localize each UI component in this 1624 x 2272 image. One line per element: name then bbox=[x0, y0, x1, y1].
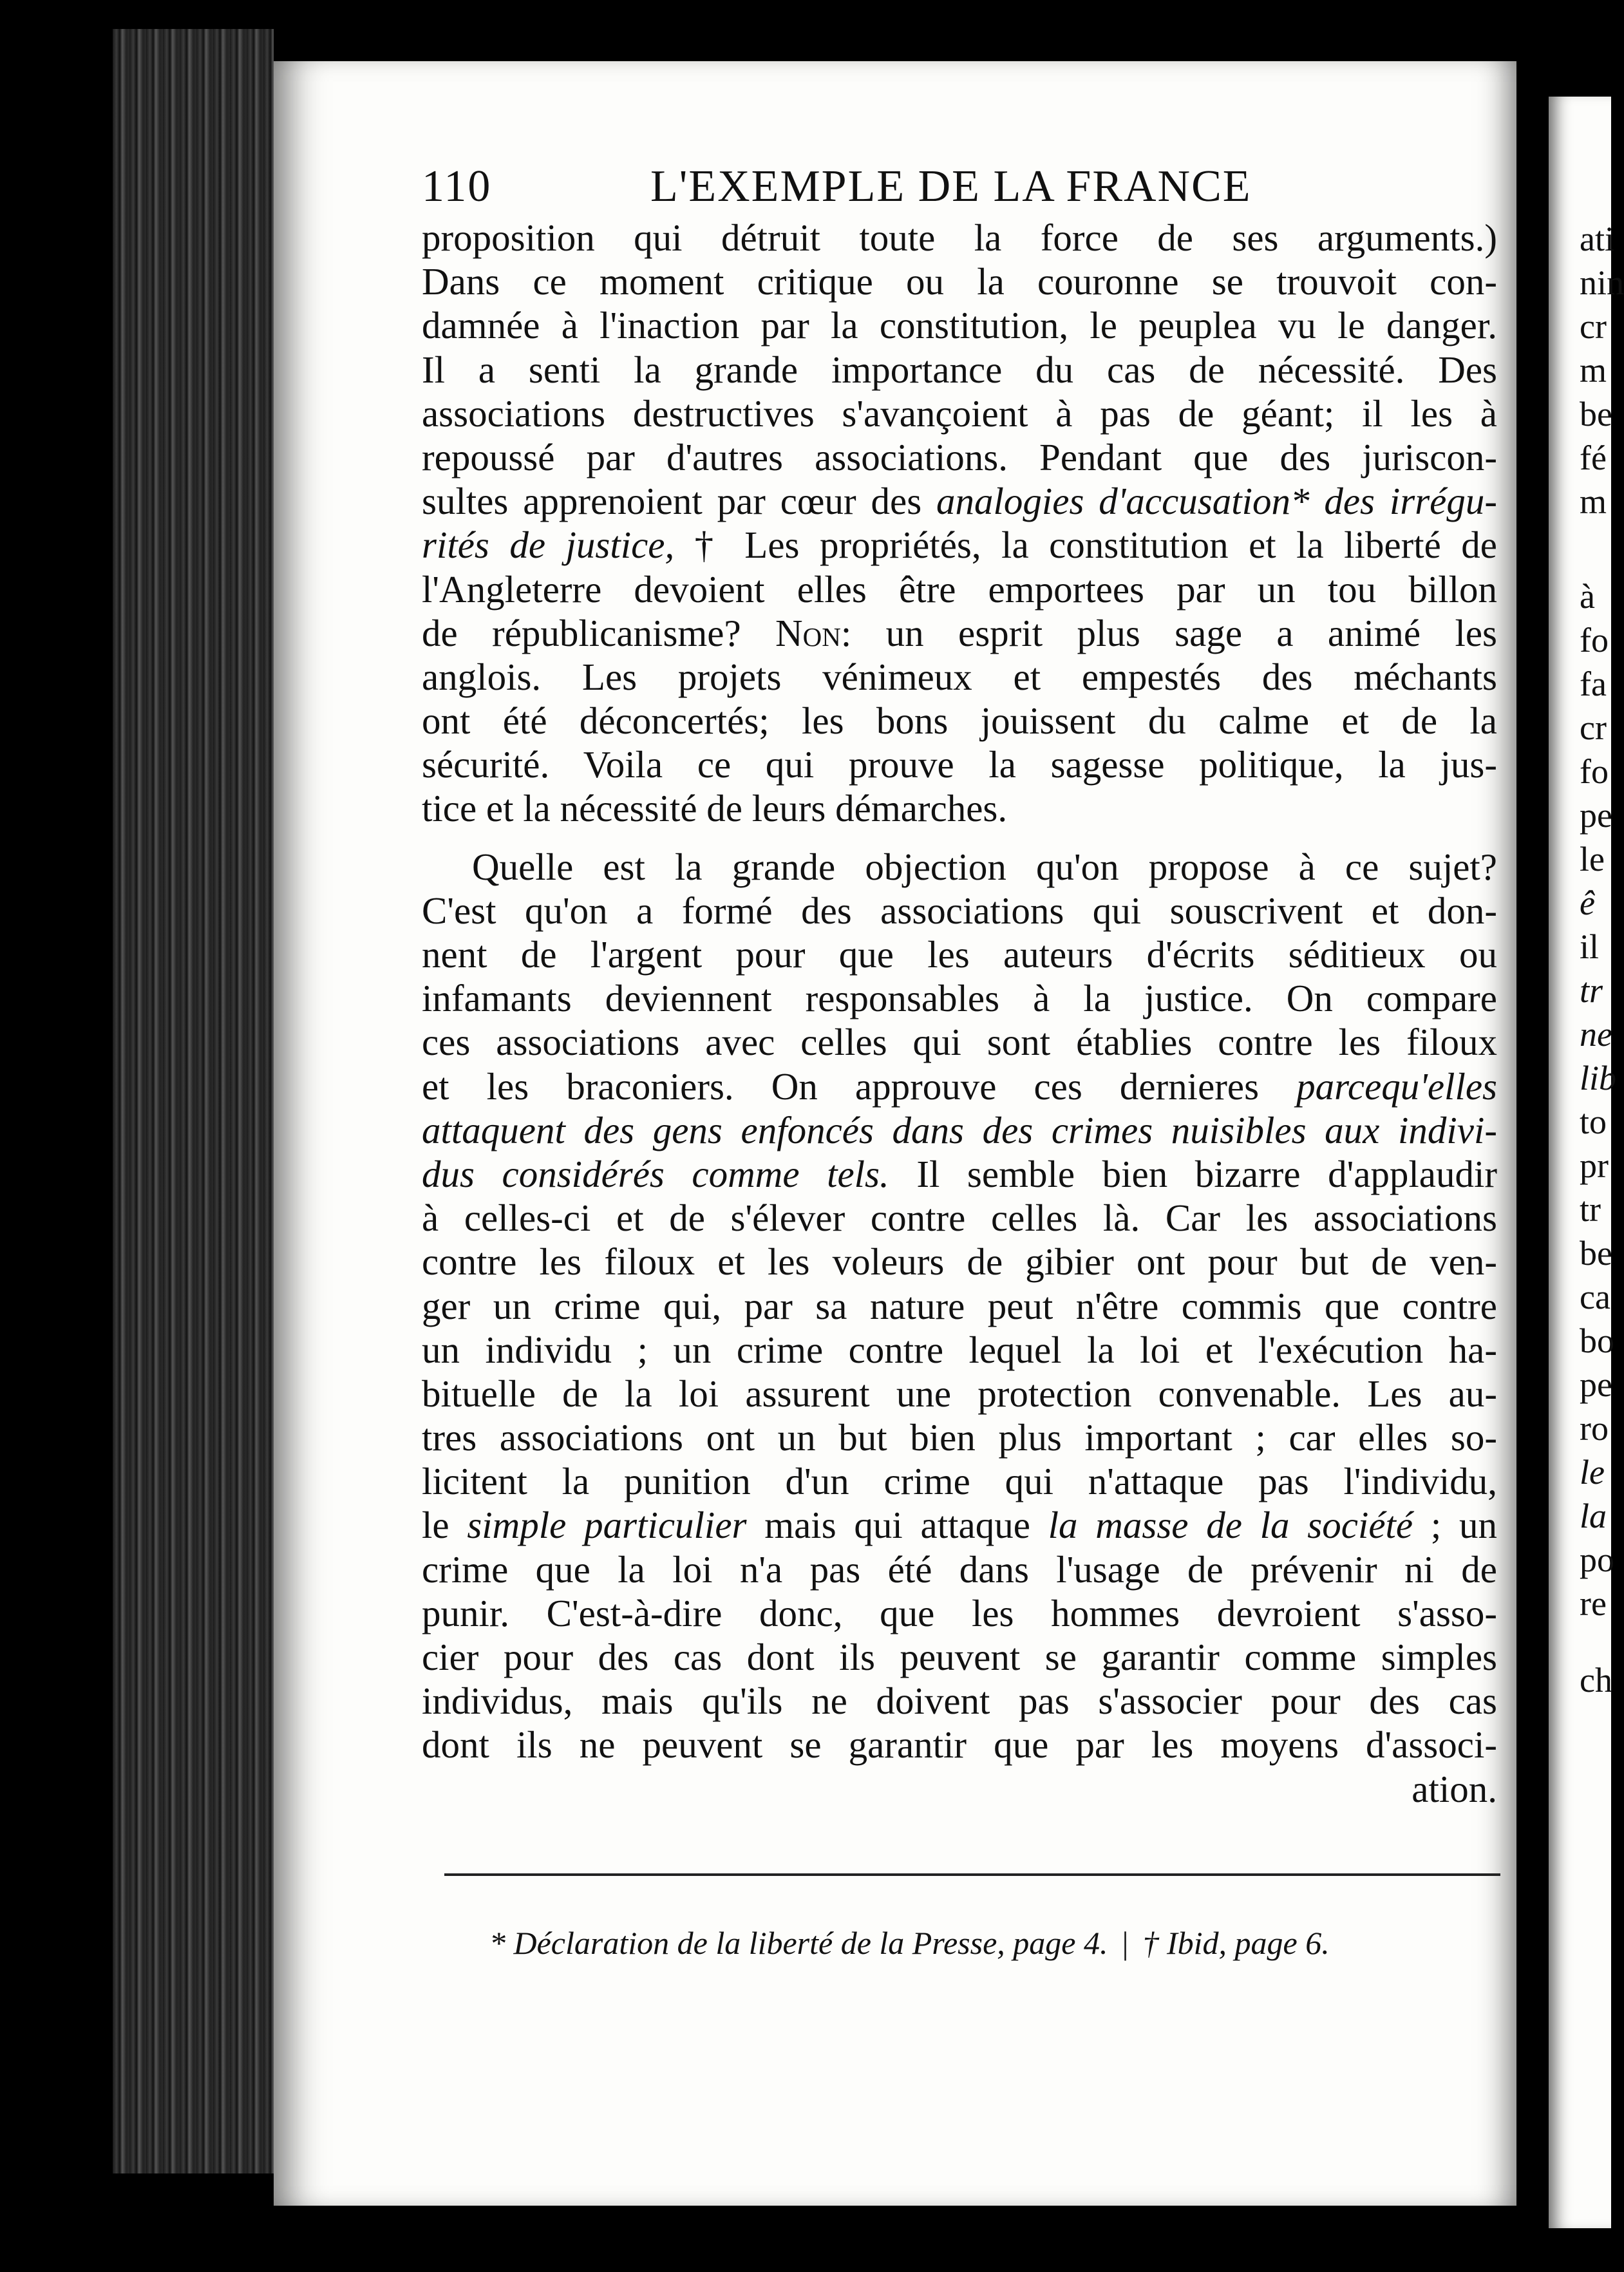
facing-page-text: nin bbox=[1580, 263, 1624, 302]
facing-page-text: il bbox=[1580, 927, 1600, 966]
text-run: sultes apprenoient par cœur des bbox=[422, 480, 937, 523]
text-line: dont ils ne peuvent se garantir que par les moyens d'associ- bbox=[422, 1723, 1497, 1766]
italic-text: parcequ'elles bbox=[1296, 1065, 1497, 1108]
facing-page-text: pr bbox=[1580, 1146, 1609, 1185]
text-line: Il a senti la grande importance du cas de nécessité. Des bbox=[422, 348, 1497, 391]
text-line: un individu ; un crime contre lequel la loi et l'exécution ha- bbox=[422, 1328, 1497, 1371]
text-line: attaquent des gens enfoncés dans des crimes nuisibles aux indivi- bbox=[422, 1108, 1497, 1151]
text-line: proposition qui détruit toute la force de ses arguments.) bbox=[422, 216, 1497, 259]
facing-page-text: le bbox=[1580, 840, 1605, 878]
text-line: ation. bbox=[1412, 1767, 1497, 1810]
book-page-edges bbox=[113, 29, 274, 2173]
footnote-rule bbox=[444, 1873, 1500, 1876]
page-body bbox=[422, 216, 1497, 1811]
text-line: ces associations avec celles qui sont établies contre les filoux bbox=[422, 1021, 1497, 1064]
facing-page-text: pe bbox=[1580, 1365, 1612, 1404]
paragraph-gap bbox=[422, 831, 1497, 845]
facing-page-text: tr bbox=[1580, 1190, 1601, 1229]
text-line: l'Angleterre devoient elles être emportees par un tou billon bbox=[422, 567, 1497, 611]
text-line bbox=[422, 611, 1497, 655]
facing-page-text: be bbox=[1580, 395, 1612, 433]
italic-text: simple particulier bbox=[467, 1504, 747, 1547]
text-line: anglois. Les projets vénimeux et empestés des méchants bbox=[422, 655, 1497, 698]
text-line: damnée à l'inaction par la constitution, le peuplea vu le danger. bbox=[422, 304, 1497, 347]
facing-page-text: bo bbox=[1580, 1321, 1614, 1360]
facing-page-text: tr bbox=[1580, 971, 1603, 1010]
footnote-separator: | bbox=[1122, 1925, 1129, 1961]
italic-text: analogies d'accusation* des irrégu- bbox=[936, 480, 1497, 523]
facing-page-text: cr bbox=[1580, 307, 1607, 346]
italic-text: dus considérés comme tels. bbox=[422, 1152, 889, 1195]
facing-page-text: m bbox=[1580, 482, 1607, 521]
facing-page-text: pe bbox=[1580, 796, 1612, 835]
text-line: C'est qu'on a formé des associations qui souscrivent et don- bbox=[422, 889, 1497, 932]
facing-page-text: ch bbox=[1580, 1661, 1612, 1699]
text-line bbox=[422, 1503, 1497, 1547]
facing-page-text: re bbox=[1580, 1584, 1607, 1623]
text-line: repoussé par d'autres associations. Pendant que des juriscon- bbox=[422, 435, 1497, 478]
text-run: Il semble bien bizarre d'applaudir bbox=[889, 1152, 1497, 1195]
text-line: Dans ce moment critique ou la couronne se trouvoit con- bbox=[422, 260, 1497, 303]
facing-page-text: po bbox=[1580, 1540, 1614, 1579]
facing-page-text: fé bbox=[1580, 439, 1607, 477]
text-line bbox=[422, 1152, 1497, 1196]
small-caps-text: Non bbox=[775, 611, 841, 654]
text-line: ont été déconcertés; les bons jouissent du calme et de la bbox=[422, 699, 1497, 743]
facing-page-text: ca bbox=[1580, 1278, 1610, 1316]
facing-page-text: fo bbox=[1580, 621, 1609, 659]
facing-page-text: m bbox=[1580, 351, 1607, 390]
text-line: cier pour des cas dont ils peuvent se garantir comme simples bbox=[422, 1636, 1497, 1678]
facing-page-text: lib bbox=[1580, 1059, 1617, 1097]
text-run: le bbox=[422, 1504, 467, 1547]
facing-page-text: fa bbox=[1580, 665, 1607, 703]
facing-page-text: fo bbox=[1580, 752, 1609, 791]
facing-page-text: to bbox=[1580, 1103, 1607, 1141]
text-line: tice et la nécessité de leurs démarches. bbox=[422, 787, 1008, 830]
text-line: individus, mais qu'ils ne doivent pas s'associer pour des cas bbox=[422, 1680, 1497, 1723]
facing-page-text: le bbox=[1580, 1453, 1605, 1491]
text-line: infamants deviennent responsables à la justice. On compare bbox=[422, 977, 1497, 1020]
facing-page-text: ati bbox=[1580, 220, 1614, 258]
facing-page-text: ê bbox=[1580, 884, 1595, 922]
running-header bbox=[422, 161, 1323, 213]
footnotes bbox=[489, 1924, 1494, 1962]
text-run: de républicanisme? bbox=[422, 611, 776, 654]
facing-page-text: à bbox=[1580, 577, 1595, 616]
text-line: Quelle est la grande objection qu'on propose à ce sujet? bbox=[472, 845, 1497, 888]
text-run: : un esprit plus sage a animé les bbox=[840, 611, 1497, 654]
facing-page-fragment bbox=[1549, 97, 1624, 2228]
facing-page-text: cr bbox=[1580, 708, 1607, 747]
text-line: ger un crime qui, par sa nature peut n'être commis que contre bbox=[422, 1284, 1497, 1327]
text-run: et les braconiers. On approuve ces dernieres bbox=[422, 1065, 1297, 1108]
text-run: ; un bbox=[1413, 1504, 1497, 1547]
text-line bbox=[422, 523, 1497, 567]
facing-page-text: la bbox=[1580, 1497, 1607, 1535]
text-line: sécurité. Voila ce qui prouve la sagesse politique, la jus- bbox=[422, 743, 1497, 786]
facing-page-text: be bbox=[1580, 1234, 1612, 1273]
italic-text: rités de justice, bbox=[422, 524, 675, 567]
page-number: 110 bbox=[422, 162, 492, 211]
text-line: bituelle de la loi assurent une protection convenable. Les au- bbox=[422, 1372, 1497, 1415]
text-line: crime que la loi n'a pas été dans l'usage de prévenir ni de bbox=[422, 1548, 1497, 1591]
footnote-ibid: † Ibid, page 6. bbox=[1142, 1925, 1330, 1961]
text-run: mais qui attaque bbox=[746, 1504, 1048, 1547]
text-run: † Les propriétés, la constitution et la liberté de bbox=[674, 524, 1497, 567]
text-line bbox=[422, 1065, 1497, 1108]
text-line bbox=[422, 479, 1497, 523]
italic-text: la masse de la société bbox=[1048, 1504, 1413, 1547]
footnote-declaration: * Déclaration de la liberté de la Presse, page 4. bbox=[489, 1925, 1108, 1961]
text-line: associations destructives s'avançoient à pas de géant; il les à bbox=[422, 392, 1497, 435]
text-line: punir. C'est-à-dire donc, que les hommes devroient s'asso- bbox=[422, 1591, 1497, 1634]
text-line: contre les filoux et les voleurs de gibier ont pour but de ven- bbox=[422, 1240, 1497, 1283]
text-line: à celles-ci et de s'élever contre celles là. Car les associations bbox=[422, 1197, 1497, 1240]
text-line: tres associations ont un but bien plus important ; car elles so- bbox=[422, 1416, 1497, 1459]
facing-page-text: ne bbox=[1580, 1015, 1612, 1054]
facing-page-text: ro bbox=[1580, 1409, 1609, 1448]
text-line: nent de l'argent pour que les auteurs d'écrits séditieux ou bbox=[422, 933, 1497, 976]
running-title: L'EXEMPLE DE LA FRANCE bbox=[650, 162, 1252, 211]
text-line: licitent la punition d'un crime qui n'attaque pas l'individu, bbox=[422, 1460, 1497, 1503]
